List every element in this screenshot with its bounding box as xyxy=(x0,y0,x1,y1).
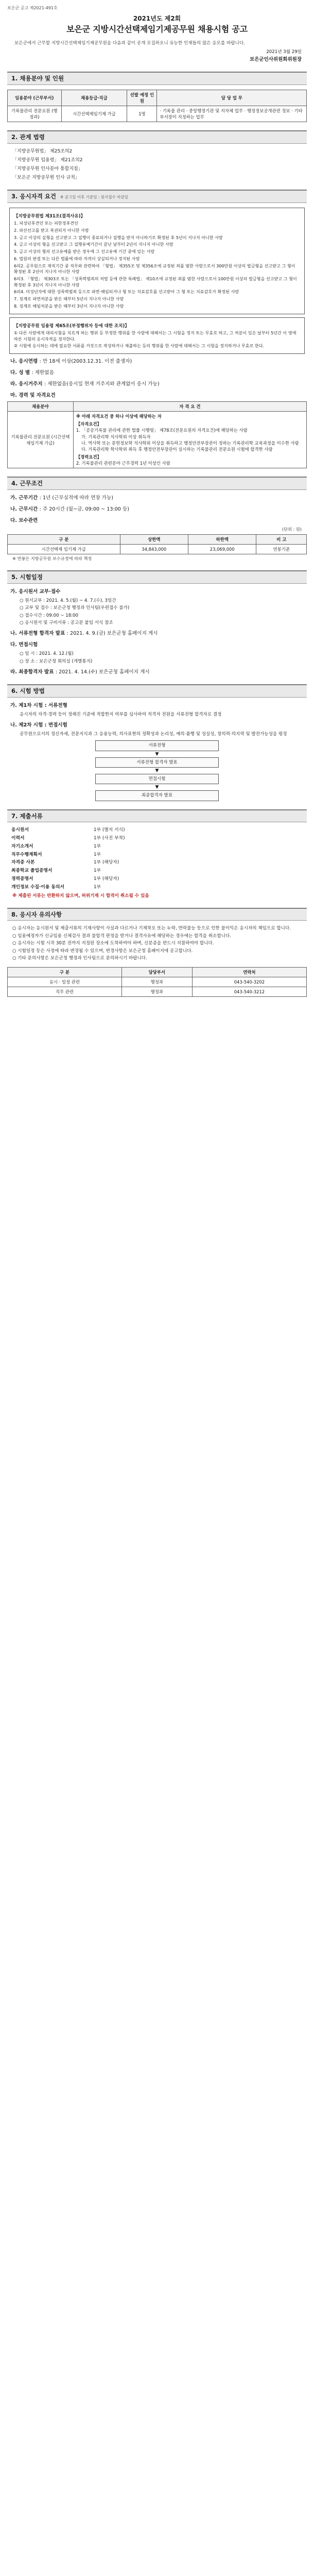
doc-name: 자격증 사본 xyxy=(11,860,35,866)
table-row xyxy=(8,977,307,987)
title-block xyxy=(7,14,307,36)
recruit-count: 1명 xyxy=(127,106,157,122)
contact-th: 담당부서 xyxy=(121,967,192,977)
doc-note: ※ 제출된 서류는 반환하지 않으며, 허위기재 시 합격이 취소될 수 있음 xyxy=(12,893,149,899)
qual-line: 다. 기록관리학 학사학위 취득 후 행정안전부장관이 실시하는 기록물관리 전문요원 시험에 합격한 사람 xyxy=(81,446,273,452)
table-row xyxy=(8,987,307,997)
pay-unit: (단위 : 원) xyxy=(282,526,302,532)
pay-cell: 시간선택제 임기제 가급 xyxy=(8,544,120,554)
residence-requirement xyxy=(10,381,307,388)
pay-th: 하한액 xyxy=(188,534,256,544)
box-line: 4. 금고 이상의 형을 선고받고 그 집행유예기간이 끝난 날부터 2년이 지나지 아니한 사람 xyxy=(14,242,173,247)
qualification-table xyxy=(7,401,307,469)
stage2-label: 나. 제2차 시험 : 면접시험 xyxy=(10,722,67,728)
contact-table xyxy=(7,967,307,997)
contact-header-row xyxy=(8,967,307,977)
misconduct-box xyxy=(9,317,305,354)
recruit-table xyxy=(7,90,307,123)
section-8-heading xyxy=(7,908,307,921)
box-line: 6. 법원의 판결 또는 다른 법률에 따라 자격이 상실되거나 정지된 사람 xyxy=(14,256,140,261)
process-flow xyxy=(95,740,219,801)
pay-th: 비 고 xyxy=(256,534,307,544)
section-2-heading xyxy=(7,130,307,144)
section-2-title: 2. 관계 법령 xyxy=(11,133,45,141)
box-line: 8. 징계로 해임처분을 받은 때부터 3년이 지나지 아니한 사람 xyxy=(14,303,124,309)
stage1-text: 응시자의 자격·경력 등이 정해진 기준에 적합한지 여부를 심사하여 적격자 전원을 서류전형 합격자로 결정 xyxy=(20,711,222,717)
box-line: 6의4. 미성년자에 대한 성폭력범죄 등으로 파면·해임되거나 형 또는 치료감호를 선고받아 그 형 또는 치료감호가 확정된 사람 xyxy=(14,289,239,295)
section-3-heading xyxy=(7,190,307,203)
contact-cell: 응시 · 일정 관련 xyxy=(8,977,122,987)
pay-table xyxy=(7,534,307,554)
doc-qty: 1부 (사진 부착) xyxy=(94,836,125,841)
document-list xyxy=(7,827,307,890)
list-item xyxy=(11,868,307,874)
qual-field: 기록물관리 전문요원 (시간선택제임기제 가급) xyxy=(8,411,74,468)
caution-item: ○ 응시자는 응시원서 및 제출서류의 기재사항이 사실과 다르거나 기재착오 또는 누락, 연락불능 등으로 인한 불이익은 응시자의 책임으로 합니다. xyxy=(12,926,291,931)
qualification-title: 마. 경력 및 자격요건 xyxy=(10,392,56,398)
notice-number: 보은군 공고 제2021-491호 xyxy=(7,6,58,10)
down-arrow-icon: ▼ xyxy=(155,768,159,774)
doc-name: 자기소개서 xyxy=(11,843,33,849)
qual-line: 나. 역사학 또는 문헌정보학 석사학위 이상을 취득하고 행정안전부장관이 정하는 기록관리학 교육과정을 이수한 사람 xyxy=(81,440,299,446)
qual-note: ※ 아래 자격요건 중 하나 이상에 해당하는 자 xyxy=(76,413,162,419)
doc-name: 경력증명서 xyxy=(11,876,33,882)
doc-name: 이력서 xyxy=(11,836,25,841)
residence-value: : 제한없음(응시일 현재 거주지와 관계없이 응시 가능) xyxy=(44,381,160,387)
list-item xyxy=(11,852,307,858)
pay-cell: 34,843,000 xyxy=(120,544,188,554)
doc-name: 개인정보 수집·이용 동의서 xyxy=(11,884,64,890)
apply-line: ○ 응시원서 및 구비서류 : 공고문 붙임 서식 참조 xyxy=(20,620,113,625)
qual-requirements xyxy=(73,411,306,468)
flow-step: 최종합격자 발표 xyxy=(95,790,219,801)
doc-qty: 1부 xyxy=(94,852,101,857)
law-item: 「지방공무원 임용령」 제21조의2 xyxy=(12,157,83,163)
section-6-heading xyxy=(7,684,307,698)
caution-item: ○ 기타 문의사항은 보은군청 행정과 인사팀으로 문의하시기 바랍니다. xyxy=(12,956,147,961)
list-item xyxy=(11,884,307,891)
pay-cell: 연봉기준 xyxy=(256,544,307,554)
apply-line: ○ 원서교부 : 2021. 4. 5.(월) ~ 4. 7.(수), 3일간 xyxy=(20,598,116,603)
list-item xyxy=(11,876,307,883)
section-7-title: 7. 제출서류 xyxy=(11,812,43,820)
section-8-title: 8. 응시자 유의사항 xyxy=(11,910,62,918)
contact-cell: 직무 관련 xyxy=(8,987,122,997)
hours-label: 나. 근무시간 xyxy=(10,506,38,513)
stage1-label: 가. 제1차 시험 : 서류전형 xyxy=(10,702,67,708)
box-heading: 【지방공무원 임용령 제65조(부정행위자 등에 대한 조치)】 xyxy=(14,323,129,329)
doc-name: 직무수행계획서 xyxy=(11,852,42,857)
interview-line: ○ 일 시 : 2021. 4. 12.(월) xyxy=(20,651,74,657)
list-item xyxy=(11,835,307,842)
recruit-th-grade: 채용등급·직급 xyxy=(61,90,127,106)
page-title: 보은군 지방시간선택제임기제공무원 채용시험 공고 xyxy=(66,24,248,34)
caution-item: ○ 응시자는 시험 시작 30분 전까지 지정된 장소에 도착하여야 하며, 신분증을 반드시 지참하여야 합니다. xyxy=(12,941,214,946)
stage2-text: 공무원으로서의 정신자세, 전문지식과 그 응용능력, 의사표현의 정확성과 논리성, 예의·품행 및 성실성, 창의력·의지력 및 발전가능성을 평정 xyxy=(20,731,287,737)
list-item xyxy=(11,843,307,850)
interview-line: ○ 장 소 : 보은군청 회의실 (개별통지) xyxy=(20,658,93,664)
box-line: ① 다른 사람에게 대리시험을 치르게 하는 행위 등 부정한 행위를 한 사람에 대해서는 그 시험을 정지 또는 무효로 하고, 그 처분이 있은 날부터 5년간 이 영에 따른 시험의 응시자격을 정지한다. xyxy=(14,330,296,342)
law-item: 「지방공무원 인사분야 통합지침」 xyxy=(12,166,83,172)
section-3-title: 3. 응시자격 요건 xyxy=(11,193,57,200)
doc-qty: 1부 xyxy=(94,868,101,874)
flow-step: 서류전형 xyxy=(95,740,219,751)
law-item: 「지방공무원법」 제25조의2 xyxy=(12,148,73,154)
recruit-th-field: 임용분야 (근무부서) xyxy=(8,90,62,106)
doc-qty: 1부 xyxy=(94,884,101,890)
flow-step: 면접시험 xyxy=(95,774,219,784)
contact-cell: 행정과 xyxy=(121,987,192,997)
interview-label: 다. 면접시험 xyxy=(10,642,38,648)
contact-th: 구 분 xyxy=(8,967,122,977)
notice-org: 보은군인사위원회위원장 xyxy=(250,57,302,63)
contact-cell: 행정과 xyxy=(121,977,192,987)
title-small: 2021년도 제2회 xyxy=(133,14,181,22)
gender-label: 다. 성 별 xyxy=(10,370,30,376)
period-label: 가. 근무기간 xyxy=(10,495,38,501)
doc-qty: 1부 (해당자) xyxy=(94,860,119,866)
section-6-title: 6. 시험 방법 xyxy=(11,687,45,695)
table-row xyxy=(8,106,307,122)
recruit-field: 기록물관리 전문요원 (행정과) xyxy=(8,106,62,122)
gender-requirement xyxy=(10,369,307,377)
box-line: 2. 파산선고를 받고 복권되지 아니한 사람 xyxy=(14,227,89,233)
section-4-heading xyxy=(7,477,307,490)
box-line: 5. 금고 이상의 형의 선고유예를 받은 경우에 그 선고유예 기간 중에 있는 사람 xyxy=(14,249,155,255)
age-requirement xyxy=(10,358,307,365)
qual-line: 2. 기록물관리 관련분야 근무경력 1년 이상인 사람 xyxy=(76,461,170,466)
pay-header-row xyxy=(8,534,307,544)
recruit-grade: 시간선택제임기제 가급 xyxy=(61,106,127,122)
pay-cell: 23,069,000 xyxy=(188,544,256,554)
result-label: 나. 서류전형 합격자 발표 xyxy=(10,631,65,637)
pay-label: 다. 보수관련 xyxy=(10,517,38,523)
qual-line: 1. 「공공기록물 관리에 관한 법률 시행령」 제78조(전문요원의 자격요건)에 해당하는 사람 xyxy=(76,428,248,433)
caution-item: ○ 임용예정자가 신규임용 신체검사 결과 불합격 판정을 받거나 결격사유에 해당하는 경우에는 합격을 취소합니다. xyxy=(12,933,231,939)
box-line: 6의3. 「형법」 제303조 또는 「성폭력범죄의 처벌 등에 관한 특례법」 제10조에 규정된 죄를 범한 사람으로서 100만원 이상의 벌금형을 선고받고 그 형이 확정된 후 3년이 지나지 아니한 사람 xyxy=(14,276,297,287)
apply-label: 가. 응시원서 교부·접수 xyxy=(10,588,61,595)
result-value: : 2021. 4. 9.(금) 보은군청 홈페이지 게시 xyxy=(66,631,158,637)
section-4-title: 4. 근무조건 xyxy=(11,480,43,487)
notice-page xyxy=(0,0,314,1007)
pay-th: 상한액 xyxy=(120,534,188,544)
contact-cell: 043-540-3212 xyxy=(192,987,306,997)
residence-label: 라. 응시거주지 xyxy=(10,381,43,387)
down-arrow-icon: ▼ xyxy=(155,785,159,790)
box-line: 7. 징계로 파면처분을 받은 때부터 5년이 지나지 아니한 사람 xyxy=(14,296,124,302)
section-1-heading xyxy=(7,72,307,85)
section-3-subtitle: ※ 공고일 이후 기준일 : 원서접수 마감일 xyxy=(60,195,128,200)
age-label: 나. 응시연령 xyxy=(10,359,38,365)
intro-text: 보은군에서 근무할 지방시간선택제임기제공무원을 다음과 같이 공개 모집하오니 유능한 인재들의 많은 응모를 바랍니다. xyxy=(14,41,245,46)
final-label: 라. 최종합격자 발표 xyxy=(10,669,54,675)
box-line: ② 시험에 응시하는 데에 필요한 서류를 거짓으로 작성하거나 제출하는 등의 행위를 한 사람에 대해서는 그 시험을 정지하거나 무효로 한다. xyxy=(14,343,265,349)
recruit-duties: · 기록물 관리 · 중앙행정기관 및 지자체 업무 · 행정정보공개관련 정보 · 기타 부서장이 지정하는 업무 xyxy=(157,106,307,122)
list-item xyxy=(11,859,307,866)
final-announce xyxy=(10,669,307,676)
doc-name: 응시원서 xyxy=(11,827,29,833)
recruit-header-row xyxy=(8,90,307,106)
section-5-title: 5. 시험일정 xyxy=(11,573,43,581)
caution-item: ○ 시험일정 등은 사정에 따라 변경될 수 있으며, 변경사항은 보은군청 홈페이지에 공고합니다. xyxy=(12,948,193,954)
box-line: 3. 금고 이상의 실형을 선고받고 그 집행이 종료되거나 집행을 받지 아니하기로 확정된 후 5년이 지나지 아니한 사람 xyxy=(14,234,223,240)
result-announce xyxy=(10,630,307,637)
section-5-heading xyxy=(7,570,307,584)
section-1-title: 1. 채용분야 및 인원 xyxy=(11,74,64,82)
doc-qty: 1부 (별지 서식) xyxy=(94,827,125,833)
pay-th: 구 분 xyxy=(8,534,120,544)
period-value: : 1년 (근무실적에 따라 연장 가능) xyxy=(39,495,113,501)
qualification-header-row xyxy=(8,401,307,411)
notice-date: 2021년 3월 29일 xyxy=(266,49,302,55)
doc-name: 최종학교 졸업증명서 xyxy=(11,868,53,874)
box-heading: 【지방공무원법 제31조(결격사유)】 xyxy=(14,213,85,219)
qual-th-field: 채용분야 xyxy=(8,401,74,411)
apply-line: ○ 교부 및 접수 : 보은군청 행정과 인사팀(우편접수 불가) xyxy=(20,605,130,611)
age-value: : 만 18세 이상(2003.12.31. 이전 출생자) xyxy=(39,359,132,365)
table-row xyxy=(8,411,307,468)
qual-line: 【자격요건】 xyxy=(76,421,101,427)
flow-step: 서류전형 합격자 발표 xyxy=(95,757,219,768)
qual-line: 가. 기록관리학 석사학위 이상 취득자 xyxy=(81,434,151,439)
work-hours xyxy=(10,506,307,513)
hours-value: : 주 20시간 (월~금, 09:00 ~ 13:00 등) xyxy=(39,506,129,513)
qual-line: 【경력요건】 xyxy=(76,454,101,460)
work-period xyxy=(10,495,307,502)
contact-cell: 043-540-3202 xyxy=(192,977,306,987)
pay-note: ※ 연봉은 지방공무원 보수규정에 따라 책정 xyxy=(12,556,92,562)
down-arrow-icon: ▼ xyxy=(155,751,159,757)
apply-line: ○ 접수시간 : 09:00 ~ 18:00 xyxy=(20,613,78,618)
box-line: 1. 피성년후견인 또는 피한정후견인 xyxy=(14,221,78,226)
list-item xyxy=(11,827,307,834)
recruit-th-duties: 담 당 업 무 xyxy=(157,90,307,106)
table-row xyxy=(8,544,307,554)
box-line: 6의2. 공무원으로 재직기간 중 직무와 관련하여 「형법」 제355조 및 제356조에 규정된 죄를 범한 사람으로서 300만원 이상의 벌금형을 선고받고 그 형이 확정된 후 2년이 지나지 아니한 사람 xyxy=(14,263,295,275)
disqualification-box xyxy=(9,208,305,314)
final-value: : 2021. 4. 14.(수) 보은군청 홈페이지 게시 xyxy=(55,669,150,675)
contact-th: 연락처 xyxy=(192,967,306,977)
law-item: 「보은군 지방공무원 인사 규칙」 xyxy=(12,175,80,181)
doc-qty: 1부 xyxy=(94,843,101,849)
qual-th-req: 자 격 요 건 xyxy=(73,401,306,411)
recruit-th-count: 선발 예정 인원 xyxy=(127,90,157,106)
gender-value: : 제한없음 xyxy=(31,370,54,376)
section-7-heading xyxy=(7,809,307,823)
doc-qty: 1부 (해당자) xyxy=(94,876,119,882)
